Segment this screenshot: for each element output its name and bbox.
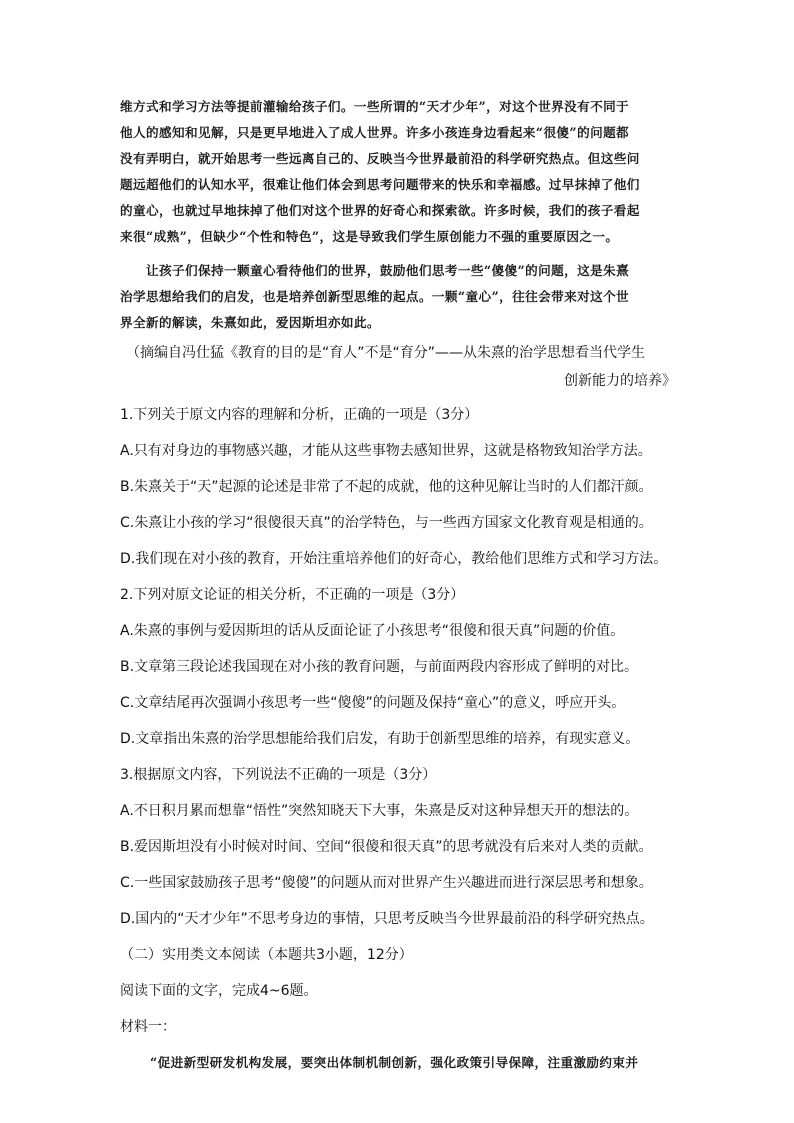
passage-line: 界全新的解读，朱熹如此，爱因斯坦亦如此。	[120, 315, 380, 330]
passage-line: 题远超他们的认知水平，很难让他们体会到思考问题带来的快乐和幸福感。过早抹掉了他们	[120, 177, 640, 192]
passage-line: 的童心，也就过早地抹掉了他们对这个世界的好奇心和探索欲。许多时候，我们的孩子看起	[120, 203, 640, 218]
passage-line: 让孩子们保持一颗童心看待他们的世界，鼓励他们思考一些“傻傻”的问题，这是朱熹	[146, 263, 630, 278]
section-heading: （二）实用类文本阅读（本题共3小题，12分）	[120, 947, 413, 963]
material-text: “促进新型研发机构发展，要突出体制机制创新，强化政策引导保障，注重激励约束并	[150, 1055, 639, 1070]
option-a: A.不日积月累而想靠“悟性”突然知晓天下大事，朱熹是反对这种异想天开的想法的。	[120, 803, 639, 819]
passage-line: 没有弄明白，就开始思考一些远离自己的、反映当今世界最前沿的科学研究热点。但这些问	[120, 151, 640, 166]
option-c: C.一些国家鼓励孩子思考“傻傻”的问题从而对世界产生兴趣进而进行深层思考和想象。	[120, 875, 653, 891]
option-b: B.爱因斯坦没有小时候对时间、空间“很傻和很天真”的思考就没有后来对人类的贡献。	[120, 839, 653, 855]
option-b: B.文章第三段论述我国现在对小孩的教育问题，与前面两段内容形成了鲜明的对比。	[120, 659, 639, 675]
passage-line: 维方式和学习方法等提前灌输给孩子们。一些所谓的“天才少年”，对这个世界没有不同于	[120, 99, 630, 114]
option-b: B.朱熹关于“天”起源的论述是非常了不起的成就，他的这种见解让当时的人们都汗颜。	[120, 479, 653, 495]
option-d: D.国内的“天才少年”不思考身边的事情，只思考反映当今世界最前沿的科学研究热点。	[120, 911, 654, 927]
question-stem: 1.下列关于原文内容的理解和分析，正确的一项是（3分）	[120, 407, 479, 423]
source-citation: 创新能力的培养》	[564, 373, 676, 389]
option-c: C.文章结尾再次强调小孩思考一些“傻傻”的问题及保持“童心”的意义，呼应开头。	[120, 695, 626, 711]
option-d: D.我们现在对小孩的教育，开始注重培养他们的好奇心，教给他们思维方式和学习方法。	[120, 551, 668, 567]
question-stem: 2.下列对原文论证的相关分析，不正确的一项是（3分）	[120, 587, 465, 603]
section-instruction: 阅读下面的文字，完成4~6题。	[120, 983, 318, 999]
passage-line: 来很“成熟”，但缺少“个性和特色”，这是导致我们学生原创能力不强的重要原因之一。	[120, 229, 619, 244]
option-a: A.朱熹的事例与爱因斯坦的话从反面论证了小孩思考“很傻和很天真”问题的价值。	[120, 623, 625, 639]
option-d: D.文章指出朱熹的治学思想能给我们启发，有助于创新型思维的培养，有现实意义。	[120, 731, 640, 747]
material-label: 材料一：	[120, 1019, 176, 1035]
question-stem: 3.根据原文内容，下列说法不正确的一项是（3分）	[120, 767, 437, 783]
option-c: C.朱熹让小孩的学习“很傻很天真”的治学特色，与一些西方国家文化教育观是相通的。	[120, 515, 653, 531]
option-a: A.只有对身边的事物感兴趣，才能从这些事物去感知世界，这就是格物致知治学方法。	[120, 443, 652, 459]
passage-line: 他人的感知和见解，只是更早地进入了成人世界。许多小孩连身边看起来“很傻”的问题都	[120, 125, 630, 140]
passage-line: 治学思想给我们的启发，也是培养创新型思维的起点。一颗“童心”，往往会带来对这个世	[120, 289, 630, 304]
source-citation: （摘编自冯仕猛《教育的目的是“育人”不是“育分”——从朱熹的治学思想看当代学生	[126, 345, 646, 361]
